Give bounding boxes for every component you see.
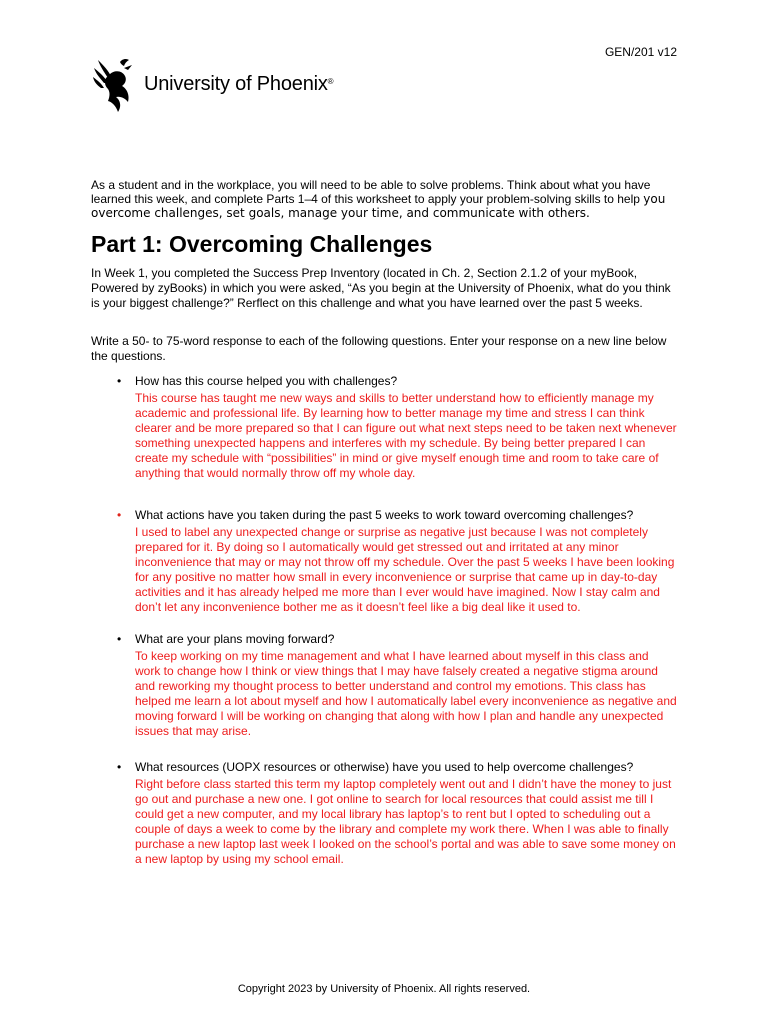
question-text: How has this course helped you with challenges?	[135, 374, 398, 388]
copyright-footer: Copyright 2023 by University of Phoenix. All rights reserved.	[237, 983, 531, 995]
question-item-4	[117, 760, 677, 867]
question-text: What actions have you taken during the past 5 weeks to work toward overcoming challenges?	[135, 508, 634, 522]
question-item-3	[117, 632, 677, 739]
intro-line-1: As a student and in the workplace, you will need to be able to solve problems. Think about what you have learned this week, and complete Parts 1–4 of this worksheet to apply your problem-solving skills to help	[91, 178, 651, 206]
bullet-icon: •	[117, 508, 122, 522]
instructions-paragraph-2: Write a 50- to 75-word response to each of the following questions. Enter your response on a new line below the questions.	[91, 334, 667, 363]
intro-line-2: you overcome challenges, set goals, manage your time, and communicate with others.	[91, 192, 666, 220]
bullet-icon: •	[117, 760, 122, 774]
intro-paragraph	[91, 178, 691, 220]
phoenix-bird-icon	[92, 56, 142, 116]
question-text: What resources (UOPX resources or otherwise) have you used to help overcome challenges?	[135, 760, 634, 774]
answer-text: This course has taught me new ways and skills to better understand how to efficiently manage my academic and professional life. By learning how to better manage my time and stress I can think clearer and be more prepared so that I can figure out what next steps need to be taken next whenever something unexpected happens and interferes with my schedule. By being better prepared I can create my schedule with “possibilities” in mind or give myself enough time and room to take care of anything that would normally throw off my whole day.	[135, 391, 677, 480]
answer-text: Right before class started this term my laptop completely went out and I didn’t have the money to just go out and purchase a new one. I got online to search for local resources that could assist me till I could get a new computer, and my local library has laptop’s to rent but I opted to scheduling out a couple of days a week to come by the library and complete my work there. When I was able to finally purchase a new laptop last week I looked on the school’s portal and was able to save some money on a new laptop by using my school email.	[135, 777, 676, 866]
course-code: GEN/201 v12	[604, 45, 677, 59]
bullet-icon: •	[117, 632, 122, 646]
section-heading: Part 1: Overcoming Challenges	[91, 231, 433, 257]
question-item-1	[117, 374, 677, 481]
question-item-2	[117, 508, 677, 615]
question-text: What are your plans moving forward?	[135, 632, 335, 646]
bullet-icon: •	[117, 374, 122, 388]
instructions-paragraph-1: In Week 1, you completed the Success Prep Inventory (located in Ch. 2, Section 2.1.2 of your myBook, Powered by zyBooks) in which you were asked, “As you begin at the University of Phoenix, what do you think is your biggest challenge?” Rerflect on this challenge and what you have learned over the past 5 weeks.	[91, 266, 671, 310]
university-logo	[92, 56, 333, 116]
answer-text: To keep working on my time management and what I have learned about myself in this class and work to change how I think or view things that I may have falsely created a negative stigma around and reworking my thought process to better understand and control my emotions. This class has helped me learn a lot about myself and how I automatically label every inconvenience as negative and moving forward I will be working on changing that along with how I plan and handle any unexpected issues that may arise.	[135, 649, 677, 738]
registered-mark: ®	[327, 76, 334, 86]
logo-wordmark: University of Phoenix®	[144, 72, 334, 95]
answer-text: I used to label any unexpected change or surprise as negative just because I was not completely prepared for it. By doing so I automatically would get stressed out and irritated at any minor inconvenience that may or may not throw off my schedule. Over the past 5 weeks I have been looking for any positive no matter how small in every inconvenience or surprise that came up in day-to-day activities and it has already helped me more than I ever would have imagined. Now I stay calm and don’t let any inconvenience bother me as it doesn’t feel like a big deal like it used to.	[135, 525, 675, 614]
